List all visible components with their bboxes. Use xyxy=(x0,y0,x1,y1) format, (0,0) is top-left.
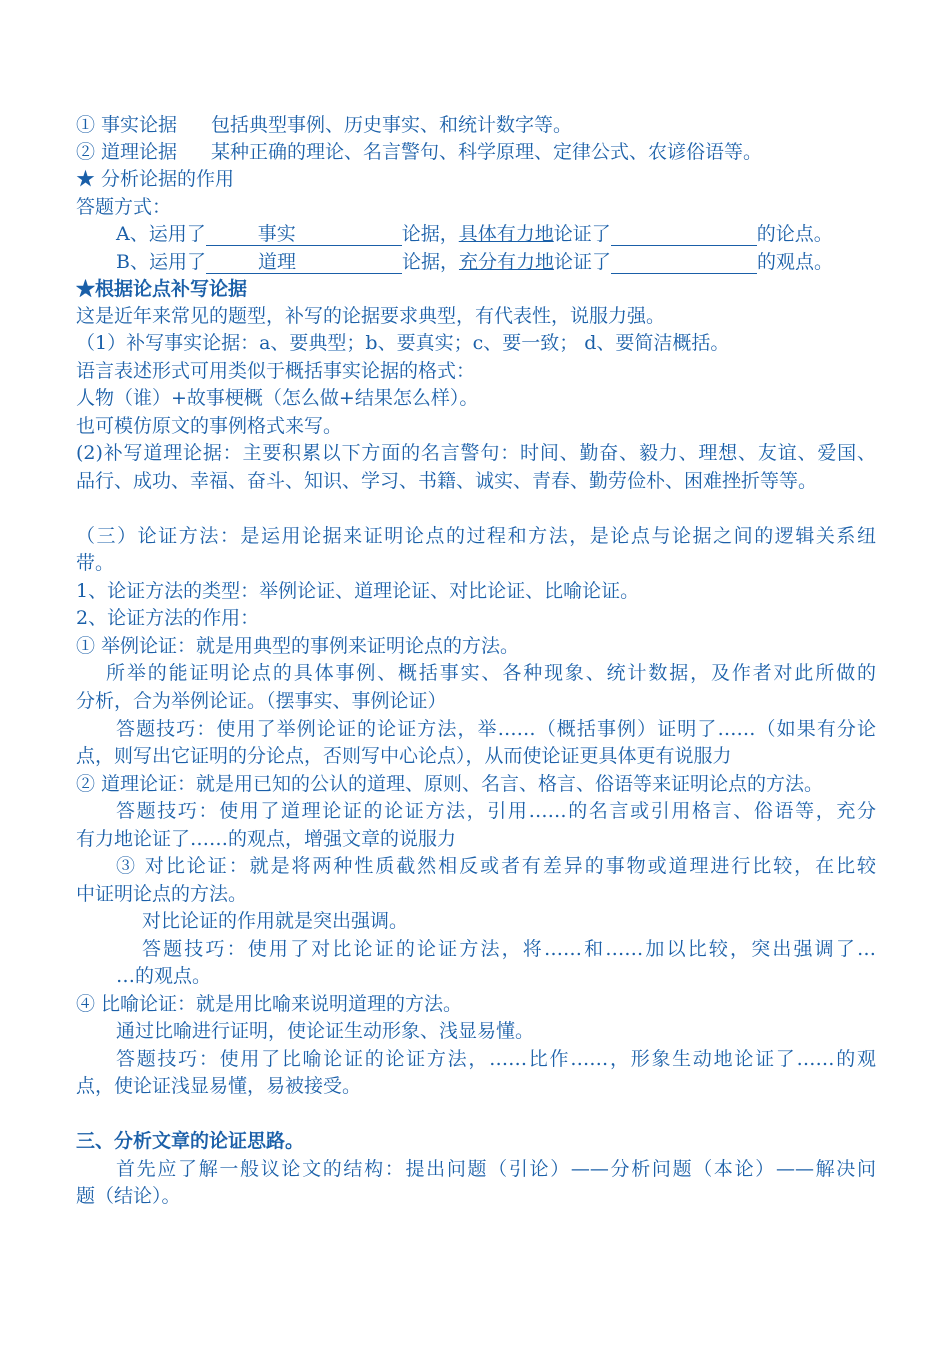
paragraph-line: 人物（谁）+故事梗概（怎么做+结果怎么样）。 xyxy=(76,387,479,409)
paragraph-line: 2、论证方法的作用： xyxy=(76,607,260,629)
paragraph-line: 所举的能证明论点的具体事例、概括事实、各种现象、统计数据，及作者对此所做的 xyxy=(106,662,876,684)
blank-fill-thesis xyxy=(611,224,757,246)
paragraph-line: 带。 xyxy=(76,552,115,574)
fact-evidence-line xyxy=(76,112,876,139)
paragraph-line: 答题技巧：使用了对比论证的论证方法，将……和……加以比较，突出强调了… xyxy=(142,938,876,960)
paragraph-line: 这是近年来常见的题型，补写的论据要求典型，有代表性，说服力强。 xyxy=(76,305,666,327)
paragraph-line: 中证明论点的方法。 xyxy=(76,883,248,905)
reason-evidence-desc: 某种正确的理论、名言警句、科学原理、定律公式、农谚俗语等。 xyxy=(211,141,763,163)
paragraph-line: 首先应了解一般议论文的结构：提出问题（引论）——分析问题（本论）——解决问 xyxy=(116,1158,876,1180)
section-heading-evidence-role: ★ 分析论据的作用 xyxy=(76,168,235,190)
paragraph-line: 有力地论证了……的观点，增强文章的说服力 xyxy=(76,828,457,850)
paragraph-line: 通过比喻进行证明，使论证生动形象、浅显易懂。 xyxy=(116,1020,535,1042)
paragraph-line: 1、论证方法的类型：举例论证、道理论证、对比论证、比喻论证。 xyxy=(76,580,640,602)
paragraph-line: 品行、成功、幸福、奋斗、知识、学习、书籍、诚实、青春、勤劳俭朴、困难挫折等等。 xyxy=(76,470,818,492)
paragraph-line: 对比论证的作用就是突出强调。 xyxy=(142,910,409,932)
paragraph-line: 答题技巧：使用了举例论证的论证方法，举……（概括事例）证明了……（如果有分论 xyxy=(116,718,876,740)
answer-method-label: 答题方式： xyxy=(76,196,172,218)
paragraph-line: 题（结论）。 xyxy=(76,1185,181,1207)
paragraph-line: ① 举例论证：就是用典型的事例来证明论点的方法。 xyxy=(76,635,520,657)
paragraph-line: 语言表述形式可用类似于概括事实论据的格式： xyxy=(76,360,476,382)
fact-evidence-label: ① 事实论据 xyxy=(76,114,178,136)
paragraph-line: 也可模仿原文的事例格式来写。 xyxy=(76,415,343,437)
paragraph-line: ③ 对比论证：就是将两种性质截然相反或者有差异的事物或道理进行比较，在比较 xyxy=(116,855,876,877)
answer-template-a: A、运用了 事实 论据，具体有力地论证了 的论点。 xyxy=(116,223,833,245)
paragraph-line: （1）补写事实论据：a、要典型；b、要真实；c、要一致； d、要简洁概括。 xyxy=(76,332,730,354)
paragraph-line: 答题技巧：使用了比喻论证的论证方法，……比作……，形象生动地论证了……的观 xyxy=(116,1048,876,1070)
answer-template-b: B、运用了 道理 论据，充分有力地论证了 的观点。 xyxy=(116,251,834,273)
paragraph-line: 答题技巧：使用了道理论证的论证方法，引用……的名言或引用格言、俗语等，充分 xyxy=(116,800,876,822)
paragraph-line: 点，使论证浅显易懂，易被接受。 xyxy=(76,1075,362,1097)
paragraph-line: …的观点。 xyxy=(116,965,212,987)
section-heading-argument-structure: 三、分析文章的论证思路。 xyxy=(76,1130,305,1152)
blank-fill-fact: 事实 xyxy=(206,224,402,246)
fact-evidence-desc: 包括典型事例、历史事实、和统计数字等。 xyxy=(211,114,573,136)
paragraph-line: ② 道理论证：就是用已知的公认的道理、原则、名言、格言、俗语等来证明论点的方法。 xyxy=(76,773,824,795)
blank-fill-viewpoint xyxy=(611,252,757,274)
paragraph-line: 点，则写出它证明的分论点，否则写中心论点），从而使论证更具体更有说服力 xyxy=(76,745,732,767)
paragraph-line: （三）论证方法：是运用论据来证明论点的过程和方法，是论点与论据之间的逻辑关系纽 xyxy=(76,525,876,547)
reason-evidence-line xyxy=(76,139,876,166)
blank-fill-reason: 道理 xyxy=(206,252,402,274)
reason-evidence-label: ② 道理论据 xyxy=(76,141,178,163)
paragraph-line: (2)补写道理论据：主要积累以下方面的名言警句：时间、勤奋、毅力、理想、友谊、爱国、 xyxy=(76,442,876,464)
paragraph-line: 分析，合为举例论证。（摆事实、事例论证） xyxy=(76,690,447,712)
section-heading-supplement: ★根据论点补写论据 xyxy=(76,278,248,300)
paragraph-line: ④ 比喻论证：就是用比喻来说明道理的方法。 xyxy=(76,993,463,1015)
